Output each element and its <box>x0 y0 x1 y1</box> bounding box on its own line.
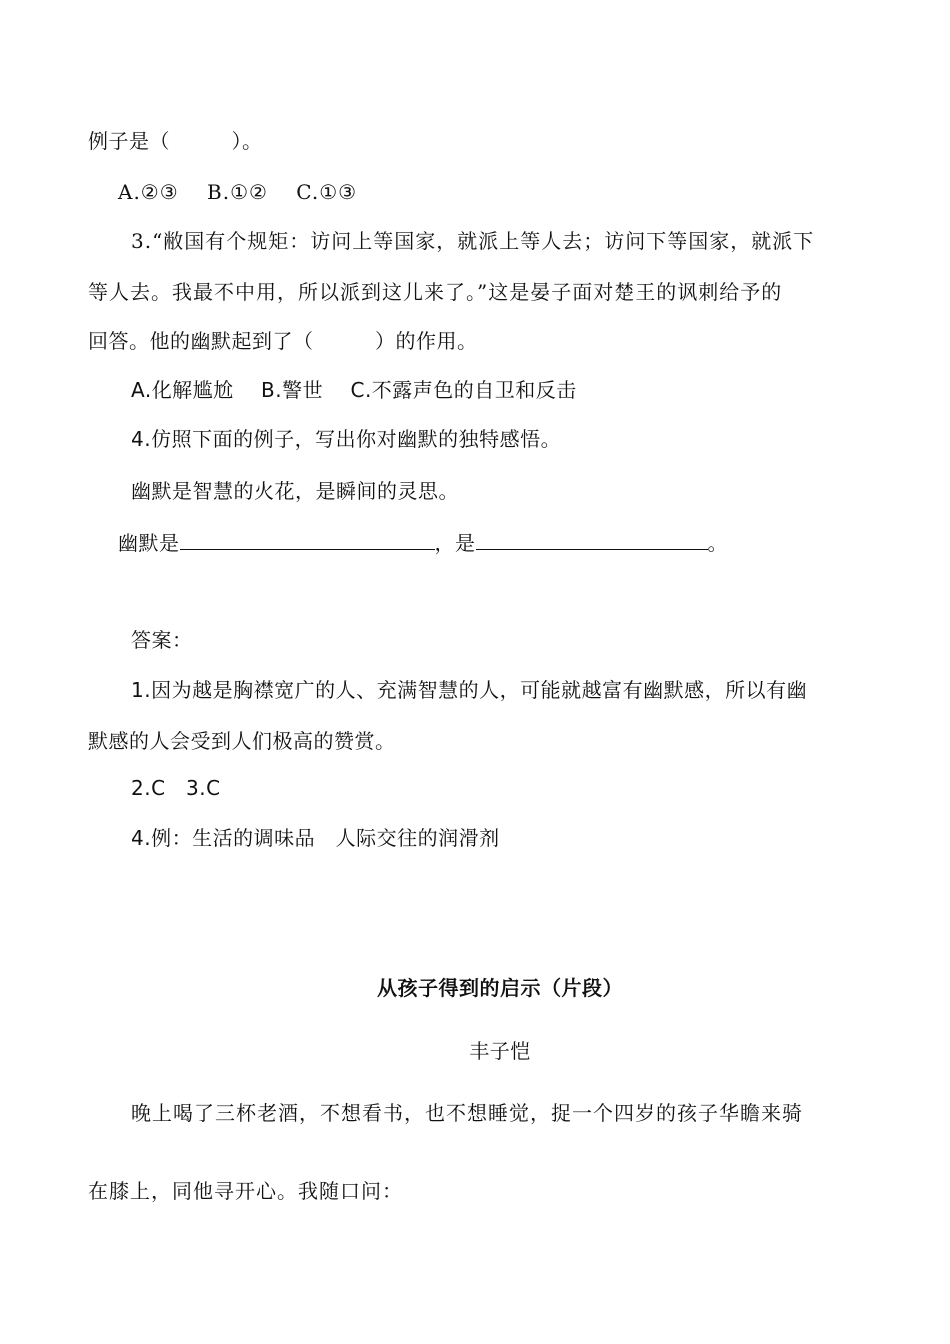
fill-middle: ，是 <box>434 531 476 555</box>
q4-example: 幽默是智慧的火花，是瞬间的灵思。 <box>131 479 459 503</box>
q3-options: A.化解尴尬 B.警世 C.不露声色的自卫和反击 <box>131 378 577 402</box>
passage-title: 从孩子得到的启示（片段） <box>377 976 623 1000</box>
answer-4: 4.例：生活的调味品 人际交往的润滑剂 <box>131 826 500 850</box>
fill-suffix: 。 <box>707 531 728 555</box>
answers-heading: 答案： <box>131 628 193 652</box>
fill-blank-1[interactable] <box>180 527 435 550</box>
q4-fill-line <box>118 527 728 557</box>
passage-line2: 在膝上，同他寻开心。我随口问： <box>88 1179 403 1203</box>
q2-options: A.②③ B.①② C.①③ <box>118 180 358 204</box>
fill-blank-2[interactable] <box>476 527 708 550</box>
q4-prompt: 4.仿照下面的例子，写出你对幽默的独特感悟。 <box>131 427 562 451</box>
passage-line1: 晚上喝了三杯老酒，不想看书，也不想睡觉，捉一个四岁的孩子华瞻来骑 <box>131 1101 803 1125</box>
q2-tail: 例子是（ ）。 <box>88 129 263 153</box>
answer-1-line2: 默感的人会受到人们极高的赞赏。 <box>88 729 396 753</box>
q3-line1: 3.“敝国有个规矩：访问上等国家，就派上等人去；访问下等国家，就派下 <box>131 229 815 253</box>
fill-prefix: 幽默是 <box>118 531 180 555</box>
q3-line2: 等人去。我最不中用，所以派到这儿来了。”这是晏子面对楚王的讽刺给予的 <box>88 280 783 304</box>
q3-line3: 回答。他的幽默起到了（ ）的作用。 <box>88 329 478 353</box>
passage-author: 丰子恺 <box>469 1039 531 1063</box>
answer-2-3: 2.C 3.C <box>131 776 221 800</box>
answer-1-line1: 1.因为越是胸襟宽广的人、充满智慧的人，可能就越富有幽默感，所以有幽 <box>131 678 808 702</box>
